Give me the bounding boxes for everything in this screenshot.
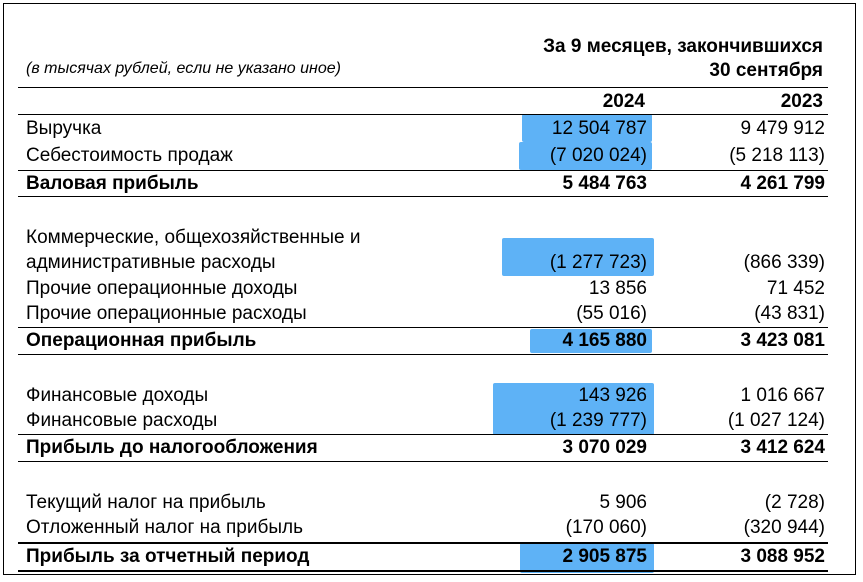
value-current: (170 060) [565, 517, 647, 538]
row-finance-expenses [4, 409, 857, 433]
rule [18, 196, 828, 197]
value-current: 12 504 787 [551, 118, 647, 139]
value-current: (7 020 024) [549, 145, 647, 166]
row-other-income [4, 277, 857, 301]
rule [18, 354, 828, 355]
rule [18, 327, 828, 328]
value-prior: 1 016 667 [740, 385, 825, 406]
row-revenue [4, 117, 857, 141]
value-prior: (1 027 124) [727, 410, 825, 431]
value-current: 143 926 [578, 385, 647, 406]
row-label: Операционная прибыль [26, 330, 257, 351]
value-current: 4 165 880 [562, 330, 647, 351]
period-header-line2: 30 сентября [709, 60, 823, 81]
row-gross-profit [4, 172, 857, 196]
row-label: Отложенный налог на прибыль [26, 517, 303, 538]
units-note: (в тысячах рублей, если не указано иное) [26, 60, 341, 77]
value-current: (55 016) [576, 303, 647, 324]
value-prior: (5 218 113) [729, 145, 825, 166]
row-label: Прочие операционные расходы [26, 303, 307, 324]
rule [18, 461, 828, 462]
value-current: 5 906 [599, 492, 647, 513]
rule [18, 434, 828, 435]
row-label: Финансовые расходы [26, 410, 218, 431]
rule [18, 170, 828, 171]
value-current: 2 905 875 [562, 546, 647, 567]
row-label: Текущий налог на прибыль [26, 492, 266, 513]
value-current: 13 856 [588, 278, 647, 299]
row-sga-line1 [4, 226, 857, 250]
row-net-profit [4, 545, 857, 569]
value-prior: (2 728) [764, 492, 825, 513]
row-label: Прибыль до налогообложения [26, 437, 318, 458]
row-finance-income [4, 384, 857, 408]
rule [18, 542, 828, 544]
year-rule [18, 114, 828, 115]
value-current: (1 239 777) [549, 410, 647, 431]
row-current-tax [4, 491, 857, 515]
row-label: административные расходы [26, 252, 276, 273]
row-sga [4, 251, 857, 275]
year-current: 2024 [602, 91, 645, 112]
year-prior: 2023 [780, 91, 823, 112]
value-current: (1 277 723) [549, 252, 647, 273]
period-header-line1: За 9 месяцев, закончившихся [543, 36, 823, 57]
rule [18, 570, 828, 572]
row-cogs [4, 144, 857, 168]
value-current: 5 484 763 [562, 173, 647, 194]
row-label: Выручка [26, 118, 102, 139]
row-label: Коммерческие, общехозяйственные и [26, 227, 361, 248]
income-statement-table [3, 3, 856, 575]
row-label: Прочие операционные доходы [26, 278, 298, 299]
value-prior: 3 423 081 [740, 330, 825, 351]
value-prior: (43 831) [754, 303, 825, 324]
value-prior: 3 088 952 [740, 546, 825, 567]
row-deferred-tax [4, 516, 857, 540]
value-current: 3 070 029 [562, 437, 647, 458]
value-prior: 71 452 [766, 278, 825, 299]
header-rule [18, 87, 828, 88]
value-prior: 9 479 912 [740, 118, 825, 139]
value-prior: (866 339) [743, 252, 825, 273]
row-label: Прибыль за отчетный период [26, 546, 310, 567]
row-operating-profit [4, 329, 857, 353]
value-prior: 3 412 624 [740, 437, 825, 458]
row-label: Себестоимость продаж [26, 145, 233, 166]
row-label: Финансовые доходы [26, 385, 209, 406]
value-prior: (320 944) [743, 517, 825, 538]
row-other-expenses [4, 302, 857, 326]
value-prior: 4 261 799 [740, 173, 825, 194]
row-label: Валовая прибыль [26, 173, 199, 194]
row-profit-before-tax [4, 436, 857, 460]
